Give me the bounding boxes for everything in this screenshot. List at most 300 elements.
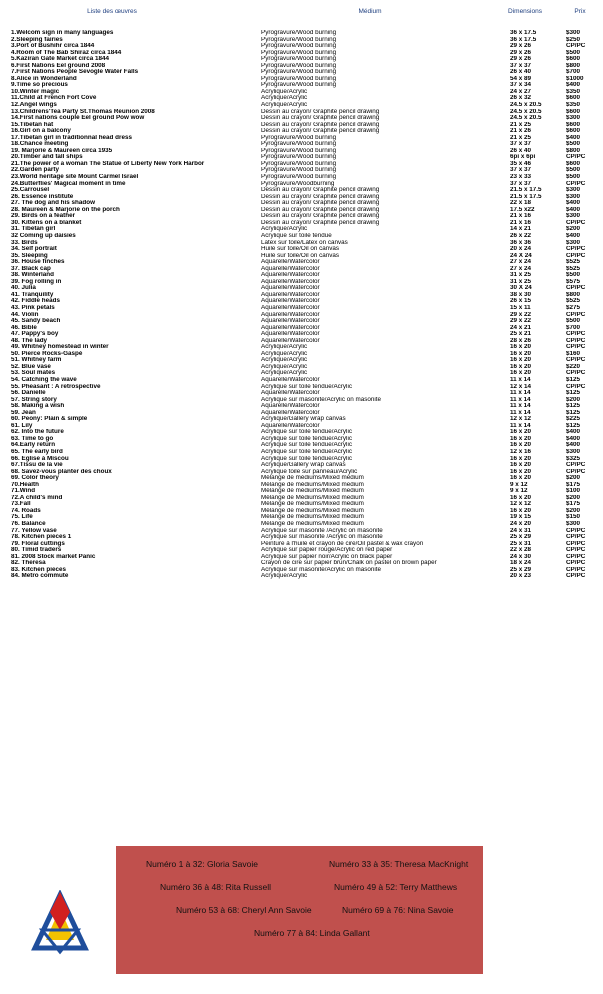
artwork-dimensions: 21 x 16 <box>510 219 532 226</box>
artwork-price: $300 <box>566 30 581 36</box>
artwork-price: $200 <box>566 396 581 403</box>
artwork-price: $220 <box>566 363 581 370</box>
artwork-dimensions: 21 x 26 <box>510 128 532 135</box>
artwork-title: 6.First Nations Eel ground 2008 <box>11 62 106 69</box>
artwork-medium: Pyrogravure/Wood burning <box>261 160 337 167</box>
artwork-price: $125 <box>566 409 581 416</box>
artwork-dimensions: 25 x 29 <box>510 534 532 541</box>
artwork-dimensions: 21 x 25 <box>510 121 532 128</box>
artwork-medium: Acrylique sur toile tendue/Acrylic <box>261 429 352 436</box>
artwork-title: 9.Time so precious <box>11 82 68 89</box>
artwork-price: CP/PC <box>566 357 586 364</box>
artwork-dimensions: 37 x 34 <box>510 82 532 89</box>
artwork-price: $100 <box>566 488 581 495</box>
artwork-price: $500 <box>566 174 581 181</box>
artwork-price: CP/PC <box>566 344 586 351</box>
artwork-medium: Pyrogravure/Wood burning <box>261 43 337 50</box>
artwork-medium: Acrylique sur toile tendue/Acrylic <box>261 455 352 462</box>
artwork-title: 30. Kittens on a blanket <box>11 219 82 226</box>
artwork-price: $400 <box>566 232 581 239</box>
artwork-medium: Acrylique/Gallery wrap canvas <box>261 416 346 423</box>
artwork-price: $300 <box>566 193 581 200</box>
artwork-price: CP/PC <box>566 252 586 259</box>
artwork-price: $175 <box>566 501 581 508</box>
artwork-dimensions: 19 x 15 <box>510 514 532 521</box>
artwork-medium: Mélange de médiums/Mixed medium <box>261 521 364 528</box>
artwork-price: CP/PC <box>566 573 586 580</box>
artwork-title: 15.Tibetan hat <box>11 121 54 128</box>
artwork-medium: Acrylique sur masonite /Acrylic on masonite <box>261 527 383 534</box>
artwork-dimensions: 21.5 x 17.5 <box>510 193 542 200</box>
artwork-medium: Acrylique/Acrylic <box>261 363 308 370</box>
artwork-medium: Acrylique sur toile tendue <box>261 232 332 239</box>
artwork-dimensions: 29 x 22 <box>510 311 532 318</box>
artwork-dimensions: 31 x 25 <box>510 272 532 279</box>
artwork-medium: Mélange de médiums/Mixed medium <box>261 514 364 521</box>
artwork-price: $400 <box>566 435 581 442</box>
artwork-title: 25.Carrousel <box>11 187 50 194</box>
artwork-medium: Acrylique toile sur panneau/Acrylic <box>261 468 358 475</box>
artwork-price: $800 <box>566 62 581 69</box>
artwork-medium: Acrylique sur masonite/Acrylic on masonite <box>261 566 382 573</box>
artwork-medium: Aquarelle/Watercolor <box>261 409 320 416</box>
artwork-dimensions: 17.5 x22 <box>510 206 535 213</box>
artwork-medium: Mélange de médiums/Mixed medium <box>261 488 364 495</box>
artwork-dimensions: 37 x 37 <box>510 62 532 69</box>
artwork-dimensions: 24 x 20 <box>510 521 532 528</box>
artwork-medium: Acrylique/Acrylic <box>261 573 308 580</box>
artwork-title: 31. Tibetan girl <box>11 226 56 233</box>
artwork-medium: Aquarelle/Watercolor <box>261 331 320 338</box>
artwork-medium: Dessin au crayon/ Graphite pencil drawing <box>261 108 380 115</box>
artwork-title: 20.Timber and tall ships <box>11 154 83 161</box>
artwork-price: $125 <box>566 376 581 383</box>
artwork-price: $400 <box>566 200 581 207</box>
artwork-dimensions: 12 x 12 <box>510 501 532 508</box>
artwork-medium: Aquarelle/Watercolor <box>261 324 320 331</box>
artwork-title: 14.First nations couple Eel ground Pow wow <box>11 115 145 122</box>
artwork-title: 61. Lily <box>11 422 33 429</box>
artwork-dimensions: 16 x 20 <box>510 462 532 469</box>
artwork-price: $300 <box>566 449 581 455</box>
artwork-title: 41. Tranquility <box>11 291 54 298</box>
artwork-price: CP/PC <box>566 180 586 187</box>
artwork-price: $400 <box>566 429 581 436</box>
artwork-medium: Dessin au crayon/ Graphite pencil drawing <box>261 200 380 207</box>
artwork-title: 35. Sleeping <box>11 252 48 259</box>
artwork-dimensions: 24 x 30 <box>510 553 532 560</box>
artwork-medium: Aquarelle/Watercolor <box>261 298 320 305</box>
artwork-title: 52. Blue vase <box>11 363 51 370</box>
artwork-title: 38. Winterland <box>11 272 54 279</box>
artwork-price: $325 <box>566 455 581 462</box>
artwork-dimensions: 16 x 20 <box>510 357 532 364</box>
artwork-dimensions: 54 x 89 <box>510 75 532 82</box>
artwork-dimensions: 25 x 31 <box>510 540 532 547</box>
artwork-dimensions: 36 x 17.5 <box>510 36 537 43</box>
artwork-dimensions: 24 x 21 <box>510 324 532 331</box>
artwork-dimensions: 16 x 20 <box>510 442 532 449</box>
artwork-dimensions: 12 x 14 <box>510 383 532 390</box>
artwork-price: $125 <box>566 390 581 397</box>
artwork-title: 23.World heritage site Mount Carmel Israel <box>11 174 139 181</box>
artwork-title: 73.Fall <box>11 501 31 508</box>
artwork-dimensions: 12 x 16 <box>510 449 532 455</box>
artwork-medium: Acrylique sur toile tendue/Acrylic <box>261 442 352 449</box>
artwork-price: $500 <box>566 318 581 325</box>
artwork-title: 44. Violin <box>11 311 39 318</box>
artwork-title: 24.Butterflies' Magical moment in time <box>11 180 126 187</box>
artwork-medium: Acrylique/Gallery wrap canvas <box>261 462 346 469</box>
artwork-dimensions: 16 x 20 <box>510 344 532 351</box>
artwork-price: $300 <box>566 187 581 194</box>
artwork-medium: Aquarelle/Watercolor <box>261 285 320 292</box>
artwork-price: $400 <box>566 82 581 89</box>
legend-line: Numéro 33 à 35: Theresa MacKnight <box>329 859 469 869</box>
artwork-medium: Pyrogravure/Wood burning <box>261 56 337 63</box>
legend-line: Numéro 69 à 76: Nina Savoie <box>342 905 454 915</box>
artwork-title: 21.The power of a woman The Statue of Liberty New York Harbor <box>11 160 205 167</box>
artwork-title: 16.Girl on a balcony <box>11 128 71 135</box>
artwork-dimensions: 26 x 15 <box>510 298 532 305</box>
artwork-dimensions: 29 x 26 <box>510 56 532 63</box>
artwork-price: $600 <box>566 121 581 128</box>
artwork-title: 58. Making a wish <box>11 403 65 410</box>
artwork-price: $200 <box>566 494 581 501</box>
artwork-dimensions: 37 x 37 <box>510 167 532 174</box>
artwork-dimensions: 25 x 21 <box>510 331 532 338</box>
artwork-dimensions: 6pi x 6pi <box>510 154 536 161</box>
artwork-price: $600 <box>566 108 581 115</box>
artwork-title: 39. Fog rolling in <box>11 278 62 285</box>
artwork-title: 19. Marjorie & Maureen circa 1935 <box>11 147 113 154</box>
artwork-price: $250 <box>566 36 581 43</box>
artwork-price: CP/PC <box>566 285 586 292</box>
artwork-dimensions: 27 x 24 <box>510 259 532 266</box>
artwork-title: 42. Fiddle heads <box>11 298 60 305</box>
artwork-dimensions: 21 x 25 <box>510 134 532 141</box>
artwork-title: 65. The early bird <box>11 449 63 455</box>
artwork-medium: Pyrogravure/Wood burning <box>261 174 337 181</box>
artwork-title: 54. Catching the wave <box>11 376 77 383</box>
artwork-medium: Aquarelle/Watercolor <box>261 291 320 298</box>
artwork-medium: Acrylique/Acrylic <box>261 370 308 377</box>
artwork-price: CP/PC <box>566 337 586 344</box>
artwork-title: 51. Whitney farm <box>11 357 62 364</box>
artwork-title: 37. Black cap <box>11 265 51 272</box>
artwork-title: 26. Essence institute <box>11 193 74 200</box>
artwork-dimensions: 14 x 21 <box>510 226 532 233</box>
header-price: Prix <box>574 8 586 15</box>
artwork-medium: Aquarelle/Watercolor <box>261 259 320 266</box>
logo-icon <box>30 890 90 960</box>
artwork-title: 11.Child at French Fort Cove <box>11 95 97 102</box>
artwork-title: 45. Sandy beach <box>11 318 61 325</box>
artwork-title: 62. Into the future <box>11 429 64 436</box>
legend-line: Numéro 77 à 84: Linda Gallant <box>254 928 370 938</box>
artwork-title: 3.Port of Bushihr circa 1844 <box>11 43 95 50</box>
artwork-price: $700 <box>566 69 581 76</box>
artwork-medium: Pyrogravure/Wood burning <box>261 147 337 154</box>
artwork-price: CP/PC <box>566 246 586 253</box>
artwork-price: $275 <box>566 304 581 311</box>
artwork-dimensions: 28 x 26 <box>510 337 532 344</box>
artwork-price: $400 <box>566 442 581 449</box>
table-row <box>11 573 591 580</box>
artwork-price: $800 <box>566 147 581 154</box>
artwork-title: 8.Alice in Wonderland <box>11 75 77 82</box>
artwork-medium: Acrylique/Acrylic <box>261 350 308 357</box>
artwork-price: CP/PC <box>566 43 586 50</box>
artwork-title: 76. Balance <box>11 521 46 528</box>
artwork-medium: Mélange de Médiums/Mixed medium <box>261 494 364 501</box>
artwork-medium: Mélange de médiums/Mixed medium <box>261 507 364 514</box>
artwork-price: $125 <box>566 422 581 429</box>
artwork-price: CP/PC <box>566 553 586 560</box>
artwork-dimensions: 37 x 37 <box>510 141 532 148</box>
artwork-dimensions: 21 x 16 <box>510 213 532 220</box>
artwork-title: 81. 2008 Stock market Panic <box>11 553 96 560</box>
artwork-medium: Pyrogravure/Wood burning <box>261 75 337 82</box>
artwork-dimensions: 24 X 24 <box>510 252 532 259</box>
artwork-dimensions: 22 x 18 <box>510 200 532 207</box>
artwork-medium: Aquarelle/Watercolor <box>261 278 320 285</box>
artwork-title: 28. Maureen & Marjorie on the porch <box>11 206 120 213</box>
artwork-dimensions: 11 x 14 <box>510 376 531 383</box>
artwork-medium: Acrylique sur papier noir/Acrylic on black paper <box>261 553 393 560</box>
artwork-medium: Pyrogravure/Wood burning <box>261 49 337 56</box>
artwork-price: $350 <box>566 102 581 109</box>
artwork-price: $200 <box>566 475 581 482</box>
artwork-dimensions: 16 x 20 <box>510 370 532 377</box>
artwork-title: 47. Pappy's boy <box>11 331 59 338</box>
artwork-medium: Dessin au crayon/ Graphite pencil drawing <box>261 219 380 226</box>
artwork-title: 71.Wind <box>11 488 36 495</box>
artwork-medium: Pyrogravure/Wood burning <box>261 141 337 148</box>
artwork-medium: Dessin au crayon/ Graphite pencil drawing <box>261 206 380 213</box>
artwork-price: $575 <box>566 278 581 285</box>
artwork-title: 63. Time to go <box>11 435 54 442</box>
artwork-medium: Dessin au crayon/ Graphite pencil drawing <box>261 213 380 220</box>
artwork-dimensions: 36 x 17.5 <box>510 30 537 36</box>
artwork-medium: Mélange de médiums/Mixed medium <box>261 475 364 482</box>
artwork-title: 49. Whitney homestead in winter <box>11 344 109 351</box>
artwork-medium: Aquarelle/Watercolor <box>261 403 320 410</box>
artwork-price: CP/PC <box>566 331 586 338</box>
artwork-dimensions: 35 x 46 <box>510 160 532 167</box>
artwork-dimensions: 20 x 23 <box>510 573 532 580</box>
artwork-dimensions: 29 x 22 <box>510 318 532 325</box>
artwork-title: 48. The lady <box>11 337 48 344</box>
artwork-title: 77. Yellow vase <box>11 527 57 534</box>
artwork-dimensions: 36 x 36 <box>510 239 532 246</box>
artwork-price: $350 <box>566 88 581 95</box>
artwork-price: CP/PC <box>566 527 586 534</box>
artwork-title: 4.Room of The Bab Shiraz circa 1844 <box>11 49 122 56</box>
artwork-dimensions: 16 x 20 <box>510 435 532 442</box>
artwork-price: $500 <box>566 272 581 279</box>
artwork-price: $125 <box>566 403 581 410</box>
artwork-medium: Acrylique/Acrylic <box>261 226 308 233</box>
artwork-title: 50. Pierce Rocks-Gaspé <box>11 350 83 357</box>
artwork-price: $160 <box>566 350 581 357</box>
artwork-dimensions: 24.5 x 20.5 <box>510 102 542 109</box>
artwork-dimensions: 9 x 12 <box>510 488 528 495</box>
artwork-medium: Aquarelle/Watercolor <box>261 318 320 325</box>
artwork-dimensions: 16 x 20 <box>510 507 532 514</box>
artwork-price: CP/PC <box>566 383 586 390</box>
artwork-title: 84. Metro commute <box>11 573 69 580</box>
artwork-medium: Acrylique sur toile tendue/Acrylic <box>261 435 352 442</box>
artwork-dimensions: 24 x 31 <box>510 527 532 534</box>
artwork-title: 78. Kitchen pieces 1 <box>11 534 72 541</box>
artwork-title: 32 Coming up daisies <box>11 232 76 239</box>
artwork-medium: Huile sur toile/Oil on canvas <box>261 246 340 253</box>
artwork-medium: Acrylique sur papier rouge/Acrylic on red paper <box>261 547 393 554</box>
artwork-dimensions: 16 x 20 <box>510 455 532 462</box>
artwork-title: 56. Danielle <box>11 390 46 397</box>
artwork-title: 53. Soul mates <box>11 370 56 377</box>
artwork-medium: Dessin au crayon/ Graphite pencil drawing <box>261 121 380 128</box>
artwork-price: CP/PC <box>566 370 586 377</box>
artwork-title: 34. Self portrait <box>11 246 57 253</box>
artwork-title: 5.Kaziran Gate Market circa 1844 <box>11 56 110 63</box>
artwork-medium: Aquarelle/Watercolor <box>261 311 320 318</box>
artwork-price: $500 <box>566 49 581 56</box>
artwork-medium: Acrylique/Acrylic <box>261 95 308 102</box>
header-dimensions: Dimensions <box>508 8 542 15</box>
artwork-title: 75. Life <box>11 514 33 521</box>
artwork-medium: Pyrogravure/Wood burning <box>261 62 337 69</box>
artwork-medium: Aquarelle/Watercolor <box>261 337 320 344</box>
artwork-price: $600 <box>566 56 581 63</box>
artwork-medium: Mélange de médiums/Mixed medium <box>261 501 364 508</box>
artwork-medium: Dessin au crayon/ Graphite pencil drawing <box>261 115 380 122</box>
artwork-dimensions: 16 x 20 <box>510 475 532 482</box>
artwork-medium: Crayon de cire sur papier brun/Chalk on pastel on brown paper <box>261 560 437 567</box>
artwork-medium: Aquarelle/Watercolor <box>261 376 320 383</box>
artwork-dimensions: 31 x 25 <box>510 278 532 285</box>
legend-line: Numéro 49 à 52: Terry Matthews <box>334 882 458 892</box>
artwork-medium: Peinture à l'huile et crayon de cire/Oil pastel & wax crayon <box>261 540 424 547</box>
artwork-title: 79. Floral cuttings <box>11 540 65 547</box>
artwork-dimensions: 11 x 14 <box>510 396 531 403</box>
column-header <box>0 8 603 20</box>
artwork-medium: Pyrogravure/Wood burning <box>261 167 337 174</box>
artwork-title: 69. Color theory <box>11 475 59 482</box>
artwork-dimensions: 9 x 12 <box>510 481 528 488</box>
artwork-medium: Pyrogravure/Wood burning <box>261 154 337 161</box>
artwork-dimensions: 22 x 28 <box>510 547 532 554</box>
artwork-price: $525 <box>566 298 581 305</box>
artwork-medium: Acrylique sur masonite /Acrylic on masonite <box>261 534 383 541</box>
artwork-title: 68. Savez-vous planter des choux <box>11 468 112 475</box>
artwork-medium: Pyrogravure/Wood burning <box>261 30 337 36</box>
artwork-price: $225 <box>566 416 581 423</box>
artwork-title: 40. Julia <box>11 285 36 292</box>
legend-line: Numéro 36 à 48: Rita Russell <box>160 882 272 892</box>
artwork-title: 82. Theresa <box>11 560 46 567</box>
artwork-price: $600 <box>566 95 581 102</box>
artwork-title: 55. Pheasant : A retrospective <box>11 383 101 390</box>
artwork-medium: Pyrogravure/Wood burning <box>261 82 337 89</box>
artwork-price: $700 <box>566 324 581 331</box>
artwork-medium: Dessin au crayon/ Graphite pencil drawing <box>261 128 380 135</box>
artwork-medium: Aquarelle/Watercolor <box>261 422 320 429</box>
artwork-dimensions: 26 x 32 <box>510 95 532 102</box>
artwork-price: $300 <box>566 213 581 220</box>
artwork-medium: Mélange de médiums/Mixed medium <box>261 481 364 488</box>
artwork-dimensions: 12 x 12 <box>510 416 532 423</box>
artwork-dimensions: 18 x 24 <box>510 560 532 567</box>
artwork-title: 70.Health <box>11 481 39 488</box>
artwork-title: 10.Winter magic <box>11 88 60 95</box>
artwork-title: 64.Early return <box>11 442 56 449</box>
artwork-dimensions: 24 x 27 <box>510 88 532 95</box>
artwork-dimensions: 25 x 29 <box>510 566 532 573</box>
artwork-price: $600 <box>566 128 581 135</box>
header-title: Liste des œuvres <box>87 8 137 15</box>
artwork-price: $300 <box>566 521 581 528</box>
artwork-dimensions: 26 x 40 <box>510 147 532 154</box>
artwork-dimensions: 16 x 20 <box>510 429 532 436</box>
artwork-title: 36. House finches <box>11 259 65 266</box>
artwork-title: 80. Timid traders <box>11 547 62 554</box>
artwork-medium: Acrylique sur toile tendue/Acrylic <box>261 449 352 455</box>
artwork-medium: Acrylique/Acrylic <box>261 102 308 109</box>
artwork-medium: Huile sur toile/Oil on canvas <box>261 252 340 259</box>
artwork-dimensions: 26 x 22 <box>510 232 532 239</box>
artwork-price: $500 <box>566 167 581 174</box>
artwork-title: 33. Birds <box>11 239 38 246</box>
artwork-dimensions: 30 X 24 <box>510 285 532 292</box>
artwork-dimensions: 37 x 37 <box>510 180 532 187</box>
artwork-title: 13.Childrens'Tea Party St.Thomas Reunion 2008 <box>11 108 155 115</box>
artwork-price: $175 <box>566 481 581 488</box>
artwork-price: $525 <box>566 259 581 266</box>
legend-line: Numéro 53 à 68: Cheryl Ann Savoie <box>176 905 312 915</box>
artwork-dimensions: 11 x 14 <box>510 390 531 397</box>
artwork-title: 60. Peony: Plain & simple <box>11 416 88 423</box>
artwork-medium: Acrylique sur toile tendue/Acrylic <box>261 383 352 390</box>
artwork-medium: Pyrogravure/Wood burning <box>261 69 337 76</box>
artwork-dimensions: 27 x 24 <box>510 265 532 272</box>
artwork-price: CP/PC <box>566 154 586 161</box>
artwork-dimensions: 29 x 26 <box>510 49 532 56</box>
artwork-medium: Pyrogravure/Wood burning <box>261 36 337 43</box>
artists-legend <box>116 846 483 974</box>
artwork-dimensions: 24.5 x 20.5 <box>510 115 542 122</box>
artwork-title: 22.Garden party <box>11 167 59 174</box>
artwork-title: 29. Birds on a feather <box>11 213 76 220</box>
artwork-dimensions: 16 x 20 <box>510 494 532 501</box>
artwork-price: $500 <box>566 141 581 148</box>
artwork-dimensions: 16 x 20 <box>510 350 532 357</box>
artwork-title: 46. Bible <box>11 324 37 331</box>
artwork-title: 43. Pink petals <box>11 304 55 311</box>
artwork-price: $150 <box>566 514 581 521</box>
artwork-title: 72.A child's mind <box>11 494 63 501</box>
artwork-medium: Acrylique sur masonite/Acrylic on masonite <box>261 396 382 403</box>
artwork-dimensions: 26 x 40 <box>510 69 532 76</box>
artwork-price: $800 <box>566 291 581 298</box>
artwork-dimensions: 29 x 26 <box>510 43 532 50</box>
artwork-price: CP/PC <box>566 540 586 547</box>
artwork-price: CP/PC <box>566 566 586 573</box>
artwork-price: $400 <box>566 206 581 213</box>
artwork-medium: Acrylique/Acrylic <box>261 357 308 364</box>
artwork-dimensions: 15 x 11 <box>510 304 531 311</box>
